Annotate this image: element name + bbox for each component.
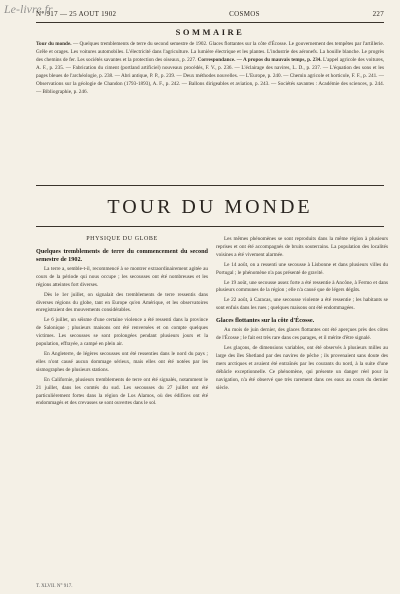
- paragraph: Le 6 juillet, un séisme d'une certaine violence a été ressenti dans la province de Salonique ; plusieurs maisons ont été renversées et on compte quelques victimes. Les secousses se sont prolongées pendant plusieurs jours et la population, effrayée, a campé en plein air.: [36, 317, 208, 348]
- article-title: Glaces flottantes sur la côte d'Écosse.: [216, 317, 315, 325]
- right-column: [216, 236, 388, 586]
- sommaire-title: SOMMAIRE: [175, 27, 245, 37]
- paragraph: Le 19 août, une secousse assez forte a été ressentie à Ancône, à Fermo et dans plusieurs communes de la région ; elle n'a causé que de légers dégâts.: [216, 279, 388, 294]
- article-title: Quelques tremblements de terre du commencement du second semestre de 1902.: [36, 247, 208, 263]
- paragraph: En Angleterre, de légères secousses ont été ressenties dans le nord du pays ; elles n'ont causé aucun dommage sérieux, mais elles ont été notées par les sismographes de plusieurs stations.: [36, 350, 208, 373]
- summary-lead: Tour du monde.: [36, 41, 72, 47]
- page-number: 227: [372, 10, 384, 18]
- left-column: [36, 236, 208, 586]
- paragraph: Les glaçons, de dimensions variables, ont été observés à plusieurs milles au large des îles Shetland par des navires de pêche ; ils provenaient sans doute des mers arctiques et avaient été entraînés par les courants du nord, à la suite d'une débâcle exceptionnelle. Ce phénomène, qui présente un danger réel pour la navigation, n'a été observé que très rarement dans ces eaux au cours du dernier siècle.: [216, 344, 388, 391]
- page-footer: T. XLVII. N° 917.: [36, 584, 73, 589]
- header-rule: [36, 22, 384, 23]
- section-banner-title: TOUR DU MONDE: [107, 196, 313, 218]
- section-heading: PHYSIQUE DU GLOBE: [86, 236, 158, 242]
- summary-correspondance: Correspondance. — A propos du mauvais temps, p. 234.: [197, 57, 322, 63]
- paragraph: Dès le 1er juillet, on signalait des tremblements de terre ressentis dans diverses régions du globe, tant en Europe qu'en Amérique, et les observatoires enregistraient des mouvements considérables.: [36, 291, 208, 314]
- summary-items: L'appel agricole des voitures, A. F., p. 235. — Fabrication du ciment (portland artificiel) nouveaux procédés, F. V., p. 236. — L'éclairage des navires, L. D., p. 237. — L'équation des sons et les pages bleues de l'archéologie, p. 238. — Abri antique, P. P., p. 239. — Deux méthodes nouvelles. — L'Europe, p. 240. — Chemin agricole et horticole, F. F., p. 241. — Observations sur la géologie de Chandon (1793-1893), A. F., p. 242. — Ballons dirigeables et aviation, p. 243. — Sociétés savantes : Académie des sciences, p. 244. — Bibliographie, p. 246.: [36, 57, 384, 95]
- watermark: Le-livre.fr: [4, 2, 53, 16]
- paragraph: Le 22 août, à Caracas, une secousse violente a été ressentie ; les habitants se sont enfuis dans les rues ; quelques maisons ont été endommagées.: [216, 297, 388, 312]
- title-top-rule: [36, 185, 384, 186]
- journal-name: COSMOS: [229, 10, 260, 18]
- paragraph: Les mêmes phénomènes se sont reproduits dans la même région à plusieurs reprises et ont été accompagnés de bruits souterrains. La population des localités voisines a été vivement alarmée.: [216, 236, 388, 258]
- paragraph: Le 14 août, on a ressenti une secousse à Lisbonne et dans plusieurs villes du Portugal ; le phénomène n'a pas présenté de gravité.: [216, 261, 388, 276]
- title-bottom-rule: [36, 226, 384, 227]
- paragraph: En Californie, plusieurs tremblements de terre ont été signalés, notamment le 21 juillet, dans les comtés du sud. Les secousses du 27 juillet ont été particulièrement fortes dans la région de Los Alamos, où des édifices ont été endommagés et des crevasses se sont ouvertes dans le sol.: [36, 376, 208, 407]
- paragraph: Au mois de juin dernier, des glaces flottantes ont été aperçues près des côtes de l'Écosse ; le fait est très rare dans ces parages, et il mérite d'être signalé.: [216, 327, 388, 342]
- summary-body: [36, 40, 384, 180]
- page-header: [36, 8, 384, 20]
- issue-number: N° 917 — 25 AOUT 1902: [36, 10, 117, 18]
- paragraph: La terre a, semble-t-il, recommencé à se montrer extraordinairement agitée au cours de la période qui nous occupe ; les secousses ont été nombreuses et les régions atteintes fort diverses.: [36, 265, 208, 288]
- summary-text: — Quelques tremblements de terre du second semestre de 1902. Glaces flottantes sur la côte d'Écosse. Le gouvernement des tempêtes par l'artillerie. Grêle et orages. Les voitures automobiles. L'électricité dans l'agriculture. La lumière électrique et les plantes. L'industrie des aéronefs. La houille blanche. Le progrès des chemins de fer. Les sociétés savantes et la protection des oiseaux, p. 227.: [36, 41, 384, 63]
